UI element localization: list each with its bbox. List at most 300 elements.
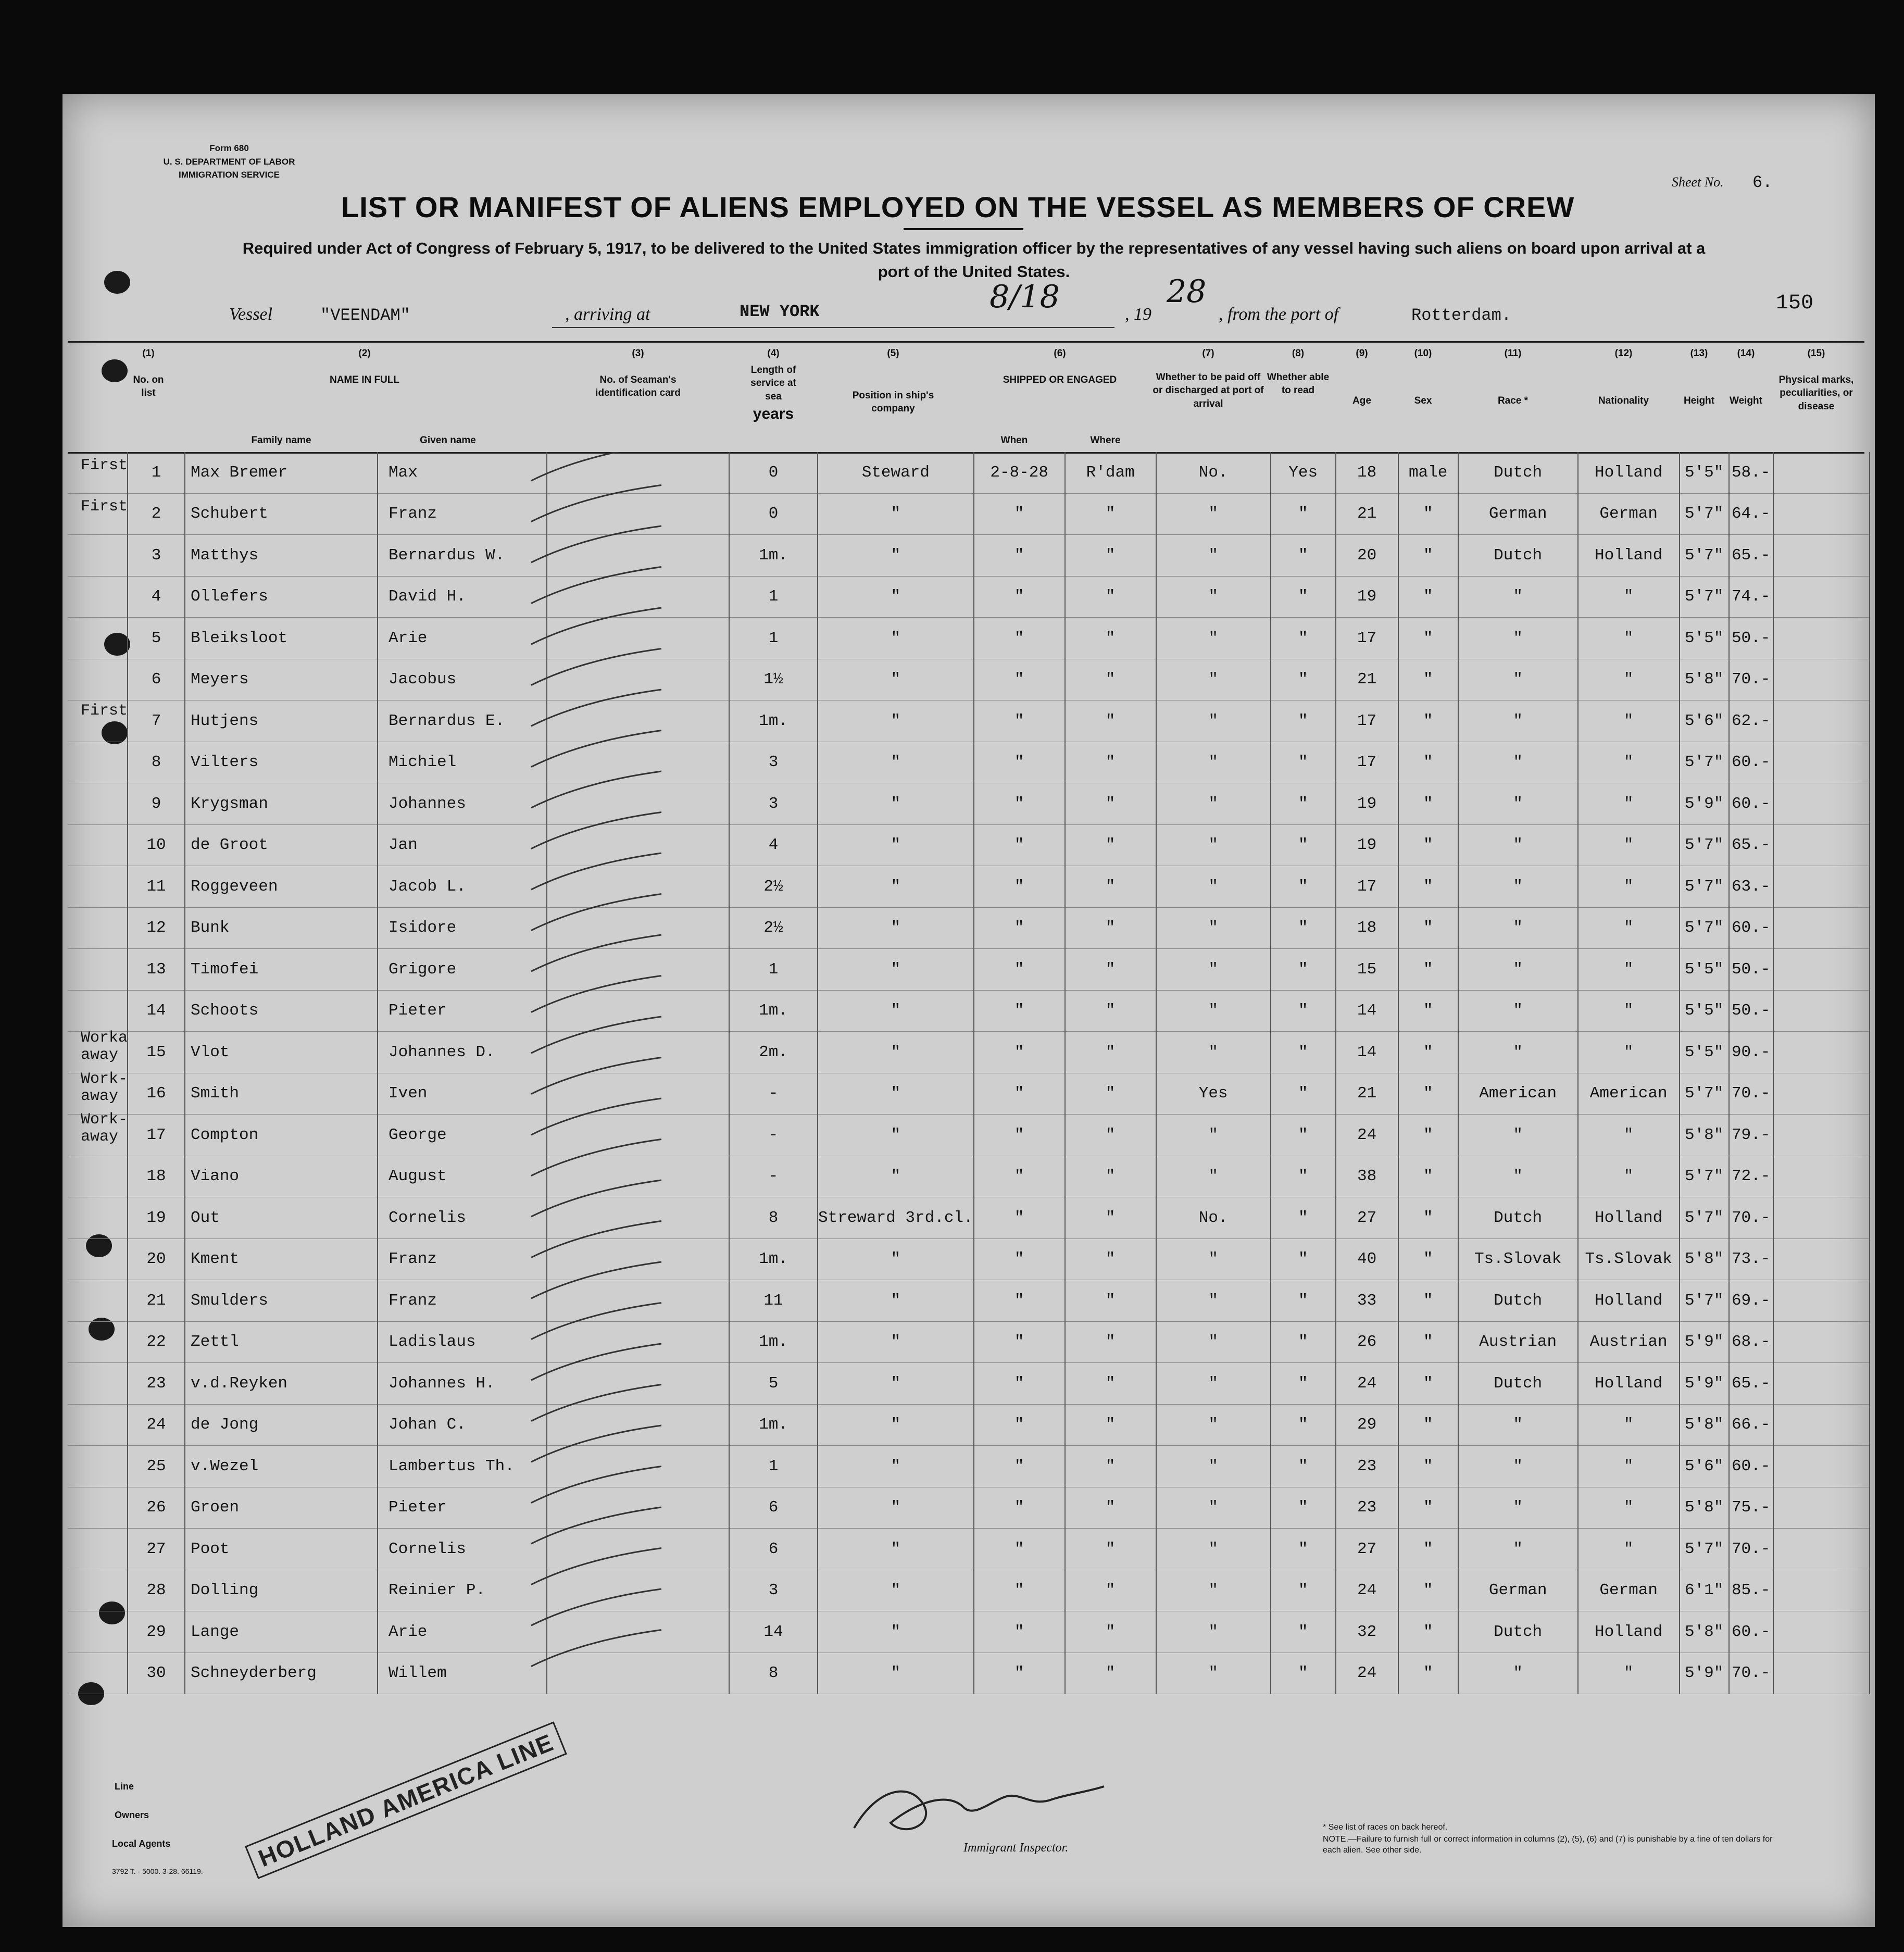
cell-service: 6	[729, 1487, 818, 1529]
cell-sex: "	[1398, 1611, 1458, 1653]
cell-weight: 69.-	[1729, 1280, 1773, 1322]
cell-given: Bernardus W.	[378, 535, 547, 577]
cell-where: "	[1065, 1404, 1156, 1446]
cell-no: 12	[128, 907, 185, 949]
arrival-date: 8/18	[989, 279, 1060, 315]
cell-read: "	[1271, 1529, 1336, 1570]
cell-when: "	[974, 949, 1065, 991]
cell-family: Meyers	[185, 659, 378, 700]
cell-race: "	[1458, 1529, 1578, 1570]
cell-position: Streward 3rd.cl.	[818, 1197, 974, 1239]
check-stroke	[531, 1180, 661, 1217]
cell-weight: 68.-	[1729, 1321, 1773, 1363]
cell-read: "	[1271, 742, 1336, 783]
cell-given: Pieter	[378, 990, 547, 1032]
cell-no: 2	[128, 493, 185, 535]
cell-given: Arie	[378, 618, 547, 659]
cell-race: "	[1458, 1115, 1578, 1156]
cell-age: 27	[1336, 1529, 1398, 1570]
year-suffix: 28	[1167, 273, 1207, 310]
cell-sex: "	[1398, 659, 1458, 700]
cell-sex: "	[1398, 1156, 1458, 1197]
cell-service: 1	[729, 1446, 818, 1487]
cell-where: R'dam	[1065, 452, 1156, 493]
cell-position: "	[818, 1280, 974, 1322]
table-row	[68, 1653, 1870, 1694]
underline	[552, 327, 1114, 328]
cell-given: Cornelis	[378, 1529, 547, 1570]
margin-note: Work- away	[81, 1111, 128, 1146]
table-row	[68, 618, 1870, 659]
cell-weight: 50.-	[1729, 990, 1773, 1032]
cell-marks	[1773, 990, 1870, 1032]
cell-height: 5'8"	[1680, 1487, 1729, 1529]
cell-where: "	[1065, 1115, 1156, 1156]
cell-age: 27	[1336, 1197, 1398, 1239]
cell-margin	[68, 1529, 128, 1570]
check-stroke	[531, 1548, 661, 1585]
cell-no: 27	[128, 1529, 185, 1570]
cell-when: "	[974, 1404, 1065, 1446]
cell-no: 11	[128, 866, 185, 908]
cell-position: "	[818, 700, 974, 742]
local-agents-label: Local Agents	[112, 1838, 171, 1849]
service: IMMIGRATION SERVICE	[179, 170, 280, 180]
cell-where: "	[1065, 618, 1156, 659]
cell-service: 1m.	[729, 1404, 818, 1446]
cell-given: Willem	[378, 1653, 547, 1694]
cell-margin	[68, 1321, 128, 1363]
cell-no: 13	[128, 949, 185, 991]
cell-position: "	[818, 1321, 974, 1363]
table-row	[68, 1487, 1870, 1529]
cell-given: Johannes H.	[378, 1363, 547, 1405]
cell-marks	[1773, 742, 1870, 783]
cell-height: 5'5"	[1680, 990, 1729, 1032]
cell-weight: 70.-	[1729, 659, 1773, 700]
cell-margin	[68, 1446, 128, 1487]
cell-service: 3	[729, 742, 818, 783]
sheet-no-label: Sheet No.	[1672, 174, 1724, 190]
cell-when: "	[974, 866, 1065, 908]
cell-when: "	[974, 535, 1065, 577]
cell-where: "	[1065, 1156, 1156, 1197]
cell-sex: male	[1398, 452, 1458, 493]
cell-when: "	[974, 618, 1065, 659]
cell-position: "	[818, 1404, 974, 1446]
cell-nat: Holland	[1578, 1197, 1680, 1239]
cell-height: 5'7"	[1680, 535, 1729, 577]
cell-height: 5'7"	[1680, 824, 1729, 866]
cell-race: "	[1458, 824, 1578, 866]
cell-age: 29	[1336, 1404, 1398, 1446]
cell-sex: "	[1398, 576, 1458, 618]
cell-marks	[1773, 949, 1870, 991]
cell-given: Grigore	[378, 949, 547, 991]
table-row	[68, 576, 1870, 618]
cell-weight: 50.-	[1729, 618, 1773, 659]
cell-margin	[68, 659, 128, 700]
cell-height: 5'9"	[1680, 1321, 1729, 1363]
cell-race: "	[1458, 1446, 1578, 1487]
cell-when: "	[974, 1073, 1065, 1115]
cell-given: Johan C.	[378, 1404, 547, 1446]
check-stroke	[531, 1098, 661, 1135]
cell-service: 4	[729, 824, 818, 866]
col2-family-label: Family name	[251, 435, 311, 446]
check-stroke	[531, 771, 661, 808]
cell-age: 19	[1336, 576, 1398, 618]
cell-read: "	[1271, 1404, 1336, 1446]
cell-height: 5'6"	[1680, 1446, 1729, 1487]
sheet-no: 6.	[1752, 173, 1773, 192]
cell-position: "	[818, 1073, 974, 1115]
cell-sex: "	[1398, 907, 1458, 949]
check-stroke	[531, 1262, 661, 1298]
cell-service: 8	[729, 1197, 818, 1239]
col3-header: (3) No. of Seaman's identification card	[595, 348, 681, 399]
cell-race: Dutch	[1458, 535, 1578, 577]
cell-marks	[1773, 1156, 1870, 1197]
check-stroke	[531, 1630, 661, 1667]
cell-nat: "	[1578, 1032, 1680, 1073]
cell-nat: "	[1578, 866, 1680, 908]
cell-sex: "	[1398, 1446, 1458, 1487]
cell-read: "	[1271, 907, 1336, 949]
cell-height: 5'7"	[1680, 1529, 1729, 1570]
cell-given: Jan	[378, 824, 547, 866]
cell-family: Viano	[185, 1156, 378, 1197]
cell-marks	[1773, 576, 1870, 618]
cell-when: "	[974, 493, 1065, 535]
cell-family: Matthys	[185, 535, 378, 577]
cell-nat: "	[1578, 1487, 1680, 1529]
cell-weight: 70.-	[1729, 1073, 1773, 1115]
cell-margin	[68, 1404, 128, 1446]
cell-no: 10	[128, 824, 185, 866]
cell-no: 25	[128, 1446, 185, 1487]
cell-race: "	[1458, 1653, 1578, 1694]
cell-no: 18	[128, 1156, 185, 1197]
col14-header: (14) Weight	[1730, 348, 1762, 406]
check-stroke	[531, 1344, 661, 1380]
cell-margin	[68, 907, 128, 949]
cell-age: 33	[1336, 1280, 1398, 1322]
col2-header: (2) NAME IN FULL	[329, 348, 400, 385]
cell-read: "	[1271, 618, 1336, 659]
cell-position: "	[818, 824, 974, 866]
cell-position: "	[818, 659, 974, 700]
cell-when: "	[974, 783, 1065, 825]
cell-paid: "	[1156, 659, 1271, 700]
cell-age: 18	[1336, 907, 1398, 949]
cell-race: German	[1458, 1570, 1578, 1611]
inspector-signature	[844, 1771, 1114, 1844]
cell-sex: "	[1398, 618, 1458, 659]
cell-family: Roggeveen	[185, 866, 378, 908]
cell-given: Franz	[378, 1280, 547, 1322]
subtitle-line-2: port of the United States.	[878, 262, 1070, 281]
cell-race: "	[1458, 783, 1578, 825]
table-row	[68, 493, 1870, 535]
owners-label: Owners	[115, 1810, 149, 1820]
cell-service: 14	[729, 1611, 818, 1653]
table-row	[68, 452, 1870, 493]
subtitle	[138, 237, 1810, 284]
col6-header: (6) SHIPPED OR ENGAGED	[1003, 348, 1117, 385]
cell-age: 38	[1336, 1156, 1398, 1197]
cell-race: American	[1458, 1073, 1578, 1115]
cell-when: "	[974, 907, 1065, 949]
cell-nat: German	[1578, 493, 1680, 535]
cell-height: 5'5"	[1680, 1032, 1729, 1073]
cell-margin	[68, 990, 128, 1032]
cell-position: "	[818, 1238, 974, 1280]
cell-where: "	[1065, 493, 1156, 535]
cell-family: Vilters	[185, 742, 378, 783]
cell-no: 30	[128, 1653, 185, 1694]
cell-read: "	[1271, 1446, 1336, 1487]
cell-given: Lambertus Th.	[378, 1446, 547, 1487]
cell-where: "	[1065, 1653, 1156, 1694]
col15-header: (15) Physical marks, peculiarities, or disease	[1778, 348, 1854, 412]
cell-margin	[68, 949, 128, 991]
cell-no: 20	[128, 1238, 185, 1280]
cell-race: Dutch	[1458, 1197, 1578, 1239]
cell-age: 20	[1336, 535, 1398, 577]
cell-family: Kment	[185, 1238, 378, 1280]
cell-age: 21	[1336, 1073, 1398, 1115]
cell-service: 2m.	[729, 1032, 818, 1073]
cell-where: "	[1065, 1446, 1156, 1487]
cell-where: "	[1065, 866, 1156, 908]
cell-height: 5'7"	[1680, 907, 1729, 949]
cell-given: George	[378, 1115, 547, 1156]
cell-nat: "	[1578, 576, 1680, 618]
company-stamp: HOLLAND AMERICA LINE	[245, 1721, 567, 1879]
cell-height: 5'8"	[1680, 1404, 1729, 1446]
cell-paid: "	[1156, 1363, 1271, 1405]
cell-read: "	[1271, 783, 1336, 825]
cell-where: "	[1065, 907, 1156, 949]
cell-height: 6'1"	[1680, 1570, 1729, 1611]
cell-marks	[1773, 1073, 1870, 1115]
cell-service: 6	[729, 1529, 818, 1570]
cell-where: "	[1065, 700, 1156, 742]
cell-sex: "	[1398, 535, 1458, 577]
cell-given: David H.	[378, 576, 547, 618]
col2-given-label: Given name	[420, 435, 476, 446]
table-row	[68, 1115, 1870, 1156]
cell-paid: "	[1156, 493, 1271, 535]
cell-no: 6	[128, 659, 185, 700]
cell-family: Max Bremer	[185, 452, 378, 493]
cell-where: "	[1065, 1487, 1156, 1529]
cell-sex: "	[1398, 700, 1458, 742]
crew-table	[68, 452, 1870, 1694]
cell-position: "	[818, 493, 974, 535]
cell-no: 4	[128, 576, 185, 618]
cell-when: "	[974, 1156, 1065, 1197]
table-row	[68, 990, 1870, 1032]
cell-when: "	[974, 1446, 1065, 1487]
penalty-note: NOTE.—Failure to furnish full or correct information in columns (2), (5), (6) and (7) is punishable by a fine of ten dollars for each alien. See other side.	[1323, 1835, 1773, 1855]
cell-marks	[1773, 659, 1870, 700]
cell-nat: Holland	[1578, 1611, 1680, 1653]
table-row	[68, 1238, 1870, 1280]
cell-family: Hutjens	[185, 700, 378, 742]
cell-read: Yes	[1271, 452, 1336, 493]
cell-marks	[1773, 1363, 1870, 1405]
cell-given: Jacobus	[378, 659, 547, 700]
cell-paid: "	[1156, 990, 1271, 1032]
check-stroke	[531, 935, 661, 971]
cell-when: "	[974, 1280, 1065, 1322]
cell-position: "	[818, 1487, 974, 1529]
cell-no: 22	[128, 1321, 185, 1363]
cell-weight: 63.-	[1729, 866, 1773, 908]
cell-race: "	[1458, 990, 1578, 1032]
cell-nat: "	[1578, 742, 1680, 783]
cell-marks	[1773, 452, 1870, 493]
cell-service: 8	[729, 1653, 818, 1694]
cell-nat: Holland	[1578, 452, 1680, 493]
cell-weight: 65.-	[1729, 1363, 1773, 1405]
check-stroke	[531, 1140, 661, 1176]
cell-no: 3	[128, 535, 185, 577]
cell-height: 5'5"	[1680, 949, 1729, 991]
cell-given: Franz	[378, 1238, 547, 1280]
department: U. S. DEPARTMENT OF LABOR	[163, 156, 295, 167]
cell-family: Bleiksloot	[185, 618, 378, 659]
cell-race: "	[1458, 1032, 1578, 1073]
check-stroke	[531, 567, 661, 604]
cell-nat: "	[1578, 1653, 1680, 1694]
cell-paid: "	[1156, 576, 1271, 618]
race-note: * See list of races on back hereof.	[1323, 1823, 1448, 1832]
cell-sex: "	[1398, 1487, 1458, 1529]
cell-where: "	[1065, 1363, 1156, 1405]
cell-given: Isidore	[378, 907, 547, 949]
cell-no: 9	[128, 783, 185, 825]
cell-service: 0	[729, 452, 818, 493]
table-row	[68, 659, 1870, 700]
cell-read: "	[1271, 1032, 1336, 1073]
cell-family: Schubert	[185, 493, 378, 535]
cell-service: 0	[729, 493, 818, 535]
cell-weight: 70.-	[1729, 1529, 1773, 1570]
cell-paid: "	[1156, 1570, 1271, 1611]
cell-position: "	[818, 1363, 974, 1405]
cell-weight: 74.-	[1729, 576, 1773, 618]
cell-weight: 50.-	[1729, 949, 1773, 991]
cell-when: "	[974, 1032, 1065, 1073]
cell-where: "	[1065, 576, 1156, 618]
cell-sex: "	[1398, 1032, 1458, 1073]
cell-margin	[68, 1570, 128, 1611]
cell-paid: "	[1156, 1529, 1271, 1570]
cell-read: "	[1271, 700, 1336, 742]
cell-no: 19	[128, 1197, 185, 1239]
from-port: Rotterdam.	[1411, 306, 1512, 325]
cell-nat: "	[1578, 659, 1680, 700]
cell-when: "	[974, 1321, 1065, 1363]
cell-nat: Ts.Slovak	[1578, 1238, 1680, 1280]
cell-race: "	[1458, 700, 1578, 742]
cell-race: "	[1458, 907, 1578, 949]
cell-where: "	[1065, 742, 1156, 783]
cell-marks	[1773, 493, 1870, 535]
cell-age: 14	[1336, 1032, 1398, 1073]
cell-service: 2½	[729, 907, 818, 949]
arrival-port: NEW YORK	[740, 302, 820, 321]
cell-age: 14	[1336, 990, 1398, 1032]
cell-when: "	[974, 1363, 1065, 1405]
cell-age: 19	[1336, 824, 1398, 866]
cell-age: 40	[1336, 1238, 1398, 1280]
cell-weight: 58.-	[1729, 452, 1773, 493]
cell-weight: 60.-	[1729, 742, 1773, 783]
cell-sex: "	[1398, 866, 1458, 908]
cell-weight: 72.-	[1729, 1156, 1773, 1197]
cell-read: "	[1271, 576, 1336, 618]
cell-sex: "	[1398, 1280, 1458, 1322]
cell-service: 11	[729, 1280, 818, 1322]
cell-position: "	[818, 1529, 974, 1570]
table-row	[68, 1197, 1870, 1239]
column-header-band	[68, 341, 1864, 454]
cell-where: "	[1065, 824, 1156, 866]
cell-where: "	[1065, 990, 1156, 1032]
table-row	[68, 1529, 1870, 1570]
cell-nat: "	[1578, 1156, 1680, 1197]
cell-where: "	[1065, 1032, 1156, 1073]
check-stroke	[531, 608, 661, 644]
vessel-label: Vessel	[229, 305, 273, 324]
cell-sex: "	[1398, 1238, 1458, 1280]
cell-given: Jacob L.	[378, 866, 547, 908]
cell-height: 5'5"	[1680, 618, 1729, 659]
cell-age: 24	[1336, 1363, 1398, 1405]
check-stroke	[531, 1303, 661, 1340]
table-row	[68, 742, 1870, 783]
cell-margin	[68, 1653, 128, 1694]
cell-age: 32	[1336, 1611, 1398, 1653]
cell-sex: "	[1398, 949, 1458, 991]
cell-height: 5'6"	[1680, 700, 1729, 742]
col7-header: (7) Whether to be paid off or discharged at port of arrival	[1153, 348, 1264, 409]
cell-no: 21	[128, 1280, 185, 1322]
cell-paid: "	[1156, 1280, 1271, 1322]
cell-nat: American	[1578, 1073, 1680, 1115]
cell-race: Dutch	[1458, 452, 1578, 493]
cell-position: "	[818, 742, 974, 783]
cell-weight: 85.-	[1729, 1570, 1773, 1611]
cell-paid: No.	[1156, 452, 1271, 493]
cell-height: 5'7"	[1680, 493, 1729, 535]
check-stroke	[531, 1385, 661, 1421]
cell-race: "	[1458, 576, 1578, 618]
cell-family: Schneyderberg	[185, 1653, 378, 1694]
cell-margin	[68, 535, 128, 577]
cell-race: "	[1458, 1404, 1578, 1446]
cell-family: Bunk	[185, 907, 378, 949]
table-row	[68, 1032, 1870, 1073]
cell-marks	[1773, 1653, 1870, 1694]
cell-race: "	[1458, 866, 1578, 908]
table-row	[68, 783, 1870, 825]
cell-nat: German	[1578, 1570, 1680, 1611]
